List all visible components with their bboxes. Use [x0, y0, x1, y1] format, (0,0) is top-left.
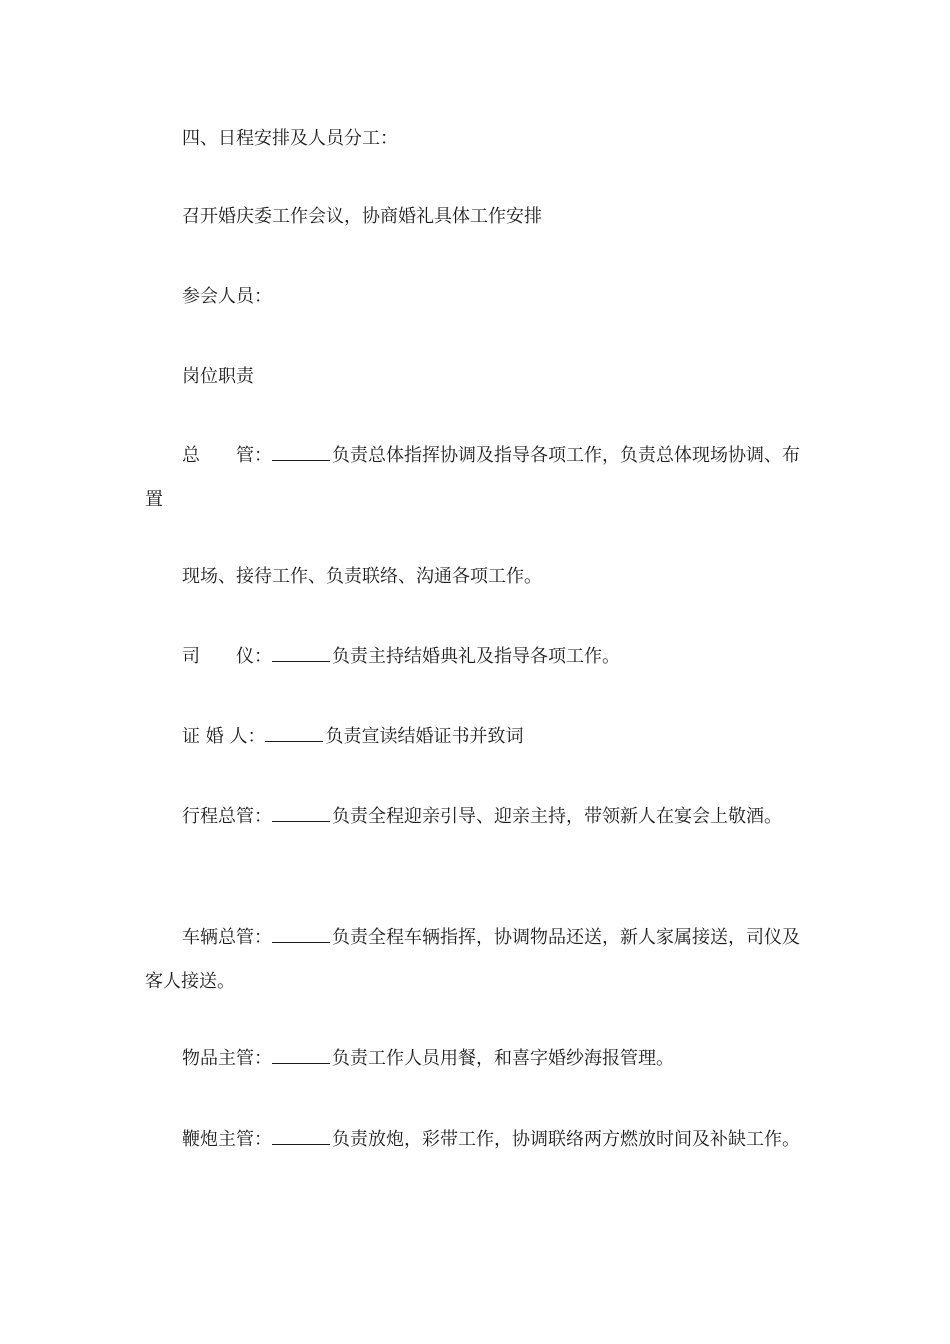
duty-entry-general-manager-continued: [145, 555, 815, 599]
duty-text: 负责放炮，彩带工作，协调联络两方燃放时间及补缺工作。: [332, 1129, 800, 1150]
duty-role: 行程总管：: [182, 806, 272, 827]
duty-text: 负责宣读结婚证书并致词: [325, 726, 524, 747]
duty-entry-general-manager: [145, 434, 815, 522]
duty-role: 总 管：: [182, 445, 272, 466]
duty-entry-supplies-manager: [145, 1037, 815, 1081]
name-blank: [272, 1047, 330, 1064]
duty-role: 证 婚 人：: [182, 726, 266, 747]
duty-text: 负责总体指挥协调及指导各项工作，负责总体现场协调、布置: [145, 445, 800, 510]
meeting-paragraph: [145, 195, 815, 239]
name-blank: [272, 1128, 330, 1145]
attendees-label: 参会人员：: [182, 286, 272, 307]
duty-role: 车辆总管：: [182, 927, 272, 948]
attendees-paragraph: [145, 275, 815, 319]
duty-entry-vehicle-manager: [145, 916, 815, 1004]
name-blank: [265, 725, 323, 742]
section-heading: [145, 117, 815, 161]
duties-title-text: 岗位职责: [182, 366, 254, 387]
duty-text: 现场、接待工作、负责联络、沟通各项工作。: [182, 566, 542, 587]
duty-role: 鞭炮主管：: [182, 1129, 272, 1150]
duty-role: 司 仪：: [182, 646, 272, 667]
name-blank: [272, 645, 330, 662]
duties-title: [145, 355, 815, 399]
duty-entry-emcee: [145, 635, 815, 679]
duty-text: 负责工作人员用餐，和喜字婚纱海报管理。: [332, 1048, 674, 1069]
duty-entry-firecracker-manager: [145, 1118, 815, 1162]
name-blank: [272, 805, 330, 822]
duty-entry-witness: [145, 715, 815, 759]
meeting-text: 召开婚庆委工作会议，协商婚礼具体工作安排: [182, 206, 542, 227]
section-heading-text: 四、日程安排及人员分工：: [182, 128, 398, 149]
duty-text: 负责全程车辆指挥，协调物品还送，新人家属接送，司仪及客人接送。: [145, 927, 800, 992]
duty-role: 物品主管：: [182, 1048, 272, 1069]
name-blank: [272, 926, 330, 943]
duty-text: 负责全程迎亲引导、迎亲主持，带领新人在宴会上敬酒。: [332, 806, 782, 827]
duty-entry-itinerary-manager: [145, 795, 815, 839]
duty-text: 负责主持结婚典礼及指导各项工作。: [332, 646, 620, 667]
name-blank: [272, 444, 330, 461]
